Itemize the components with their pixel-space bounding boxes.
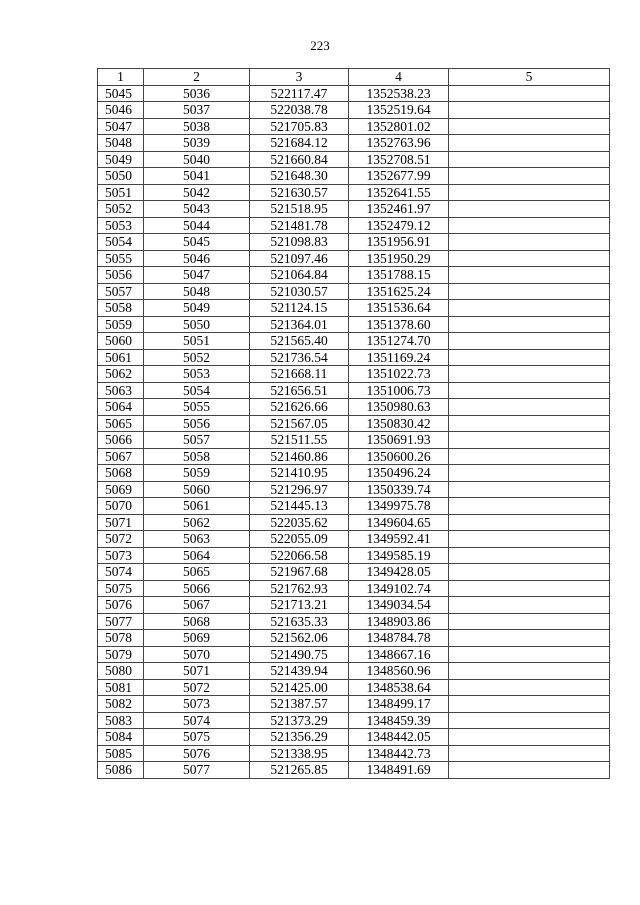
table-row bbox=[98, 316, 610, 333]
table-cell: 1349034.54 bbox=[349, 597, 449, 614]
table-cell: 1352801.02 bbox=[349, 118, 449, 135]
coordinates-table bbox=[97, 68, 610, 779]
table-cell: 1348499.17 bbox=[349, 696, 449, 713]
table-cell: 521490.75 bbox=[250, 646, 349, 663]
table-cell: 521387.57 bbox=[250, 696, 349, 713]
table-row bbox=[98, 630, 610, 647]
table-cell: 5055 bbox=[98, 250, 144, 267]
table-cell: 1351625.24 bbox=[349, 283, 449, 300]
table-row bbox=[98, 349, 610, 366]
table-cell bbox=[449, 316, 610, 333]
table-row bbox=[98, 118, 610, 135]
table-cell: 1348667.16 bbox=[349, 646, 449, 663]
table-cell: 522066.58 bbox=[250, 547, 349, 564]
column-header: 1 bbox=[98, 69, 144, 86]
table-cell bbox=[449, 564, 610, 581]
table-cell: 5075 bbox=[98, 580, 144, 597]
table-cell: 5061 bbox=[144, 498, 250, 515]
table-cell: 5052 bbox=[144, 349, 250, 366]
table-cell: 5044 bbox=[144, 217, 250, 234]
table-row bbox=[98, 745, 610, 762]
table-cell: 5072 bbox=[144, 679, 250, 696]
table-cell bbox=[449, 465, 610, 482]
table-cell: 521562.06 bbox=[250, 630, 349, 647]
table-cell: 521098.83 bbox=[250, 234, 349, 251]
table-cell: 1349585.19 bbox=[349, 547, 449, 564]
table-cell bbox=[449, 366, 610, 383]
table-row bbox=[98, 448, 610, 465]
table-cell: 521439.94 bbox=[250, 663, 349, 680]
table-cell: 5078 bbox=[98, 630, 144, 647]
table-cell: 5086 bbox=[98, 762, 144, 779]
table-cell: 521265.85 bbox=[250, 762, 349, 779]
table-cell: 5053 bbox=[144, 366, 250, 383]
table-cell: 5041 bbox=[144, 168, 250, 185]
table-cell: 5049 bbox=[144, 300, 250, 317]
table-cell: 1352677.99 bbox=[349, 168, 449, 185]
table-cell: 1349975.78 bbox=[349, 498, 449, 515]
table-cell: 521124.15 bbox=[250, 300, 349, 317]
page-number: 223 bbox=[310, 38, 330, 53]
table-cell bbox=[449, 729, 610, 746]
table-cell: 1352708.51 bbox=[349, 151, 449, 168]
table-cell: 1351788.15 bbox=[349, 267, 449, 284]
table-cell: 5066 bbox=[98, 432, 144, 449]
table-cell: 521967.68 bbox=[250, 564, 349, 581]
table-cell: 1351274.70 bbox=[349, 333, 449, 350]
table-row bbox=[98, 85, 610, 102]
table-row bbox=[98, 696, 610, 713]
table-cell: 5085 bbox=[98, 745, 144, 762]
table-cell: 1348903.86 bbox=[349, 613, 449, 630]
table-cell: 521648.30 bbox=[250, 168, 349, 185]
table-cell: 5058 bbox=[144, 448, 250, 465]
table-cell: 5039 bbox=[144, 135, 250, 152]
table-cell: 521356.29 bbox=[250, 729, 349, 746]
table-cell: 5075 bbox=[144, 729, 250, 746]
table-cell: 521410.95 bbox=[250, 465, 349, 482]
table-cell: 1352479.12 bbox=[349, 217, 449, 234]
table-row bbox=[98, 481, 610, 498]
table-cell: 5048 bbox=[144, 283, 250, 300]
table-row bbox=[98, 712, 610, 729]
table-cell: 5067 bbox=[98, 448, 144, 465]
table-cell: 5062 bbox=[144, 514, 250, 531]
table-cell: 5076 bbox=[144, 745, 250, 762]
table-cell: 5050 bbox=[144, 316, 250, 333]
table-cell: 5038 bbox=[144, 118, 250, 135]
table-cell: 521445.13 bbox=[250, 498, 349, 515]
table-cell: 5082 bbox=[98, 696, 144, 713]
table-cell bbox=[449, 267, 610, 284]
table-row bbox=[98, 234, 610, 251]
table-cell: 1350339.74 bbox=[349, 481, 449, 498]
table-cell: 5055 bbox=[144, 399, 250, 416]
table-cell bbox=[449, 547, 610, 564]
table-cell: 1348491.69 bbox=[349, 762, 449, 779]
table-cell: 5074 bbox=[98, 564, 144, 581]
table-cell: 1351536.64 bbox=[349, 300, 449, 317]
table-cell: 5040 bbox=[144, 151, 250, 168]
table-cell bbox=[449, 415, 610, 432]
table-cell: 1348442.05 bbox=[349, 729, 449, 746]
table-cell: 521762.93 bbox=[250, 580, 349, 597]
table-row bbox=[98, 151, 610, 168]
table-cell: 5043 bbox=[144, 201, 250, 218]
table-row bbox=[98, 679, 610, 696]
table-cell: 521064.84 bbox=[250, 267, 349, 284]
table-row bbox=[98, 283, 610, 300]
table-header-row bbox=[98, 69, 610, 86]
table-cell: 5057 bbox=[98, 283, 144, 300]
table-cell: 521030.57 bbox=[250, 283, 349, 300]
table-cell: 1352519.64 bbox=[349, 102, 449, 119]
table-row bbox=[98, 415, 610, 432]
table-cell: 1350600.26 bbox=[349, 448, 449, 465]
table-cell: 1350980.63 bbox=[349, 399, 449, 416]
table-cell: 1350496.24 bbox=[349, 465, 449, 482]
table-cell: 521481.78 bbox=[250, 217, 349, 234]
table-cell bbox=[449, 333, 610, 350]
table-cell bbox=[449, 300, 610, 317]
table-cell bbox=[449, 102, 610, 119]
table-cell: 5074 bbox=[144, 712, 250, 729]
table-cell: 1351022.73 bbox=[349, 366, 449, 383]
table-row bbox=[98, 333, 610, 350]
table-cell: 521656.51 bbox=[250, 382, 349, 399]
table-cell: 1350830.42 bbox=[349, 415, 449, 432]
table-cell: 5081 bbox=[98, 679, 144, 696]
table-cell: 521668.11 bbox=[250, 366, 349, 383]
table-cell: 5060 bbox=[144, 481, 250, 498]
table-cell bbox=[449, 217, 610, 234]
table-cell: 1352763.96 bbox=[349, 135, 449, 152]
table-cell bbox=[449, 283, 610, 300]
table-cell: 521565.40 bbox=[250, 333, 349, 350]
table-cell: 5071 bbox=[144, 663, 250, 680]
table-cell: 1349428.05 bbox=[349, 564, 449, 581]
table-row bbox=[98, 663, 610, 680]
table-cell bbox=[449, 135, 610, 152]
table-cell: 5066 bbox=[144, 580, 250, 597]
table-cell: 5051 bbox=[98, 184, 144, 201]
table-cell: 5068 bbox=[144, 613, 250, 630]
table-row bbox=[98, 102, 610, 119]
table-row bbox=[98, 465, 610, 482]
table-cell bbox=[449, 696, 610, 713]
table-cell bbox=[449, 762, 610, 779]
table-row bbox=[98, 250, 610, 267]
table-cell: 1349604.65 bbox=[349, 514, 449, 531]
table-cell: 521713.21 bbox=[250, 597, 349, 614]
table-cell: 5063 bbox=[144, 531, 250, 548]
table-cell: 1352641.55 bbox=[349, 184, 449, 201]
table-row bbox=[98, 217, 610, 234]
table-cell bbox=[449, 712, 610, 729]
table-cell: 522035.62 bbox=[250, 514, 349, 531]
table-cell: 1351956.91 bbox=[349, 234, 449, 251]
table-cell: 5042 bbox=[144, 184, 250, 201]
table-cell: 5036 bbox=[144, 85, 250, 102]
table-cell: 5052 bbox=[98, 201, 144, 218]
table-cell bbox=[449, 448, 610, 465]
column-header: 4 bbox=[349, 69, 449, 86]
table-cell bbox=[449, 663, 610, 680]
table-cell: 521364.01 bbox=[250, 316, 349, 333]
table-row bbox=[98, 432, 610, 449]
table-cell: 5077 bbox=[144, 762, 250, 779]
table-cell: 5071 bbox=[98, 514, 144, 531]
table-row bbox=[98, 399, 610, 416]
table-cell: 5054 bbox=[98, 234, 144, 251]
table-cell: 5045 bbox=[98, 85, 144, 102]
table-cell: 5079 bbox=[98, 646, 144, 663]
table-cell: 5054 bbox=[144, 382, 250, 399]
table-cell bbox=[449, 250, 610, 267]
table-cell: 521425.00 bbox=[250, 679, 349, 696]
table-cell: 5047 bbox=[98, 118, 144, 135]
table-cell: 5072 bbox=[98, 531, 144, 548]
table-cell: 5049 bbox=[98, 151, 144, 168]
table-cell bbox=[449, 432, 610, 449]
table-cell bbox=[449, 481, 610, 498]
table-cell bbox=[449, 349, 610, 366]
table-cell: 5065 bbox=[144, 564, 250, 581]
table-cell: 521630.57 bbox=[250, 184, 349, 201]
table-cell: 522055.09 bbox=[250, 531, 349, 548]
table-cell: 1348442.73 bbox=[349, 745, 449, 762]
table-cell: 521511.55 bbox=[250, 432, 349, 449]
table-row bbox=[98, 564, 610, 581]
table-cell: 5051 bbox=[144, 333, 250, 350]
table-cell: 1348538.64 bbox=[349, 679, 449, 696]
table-cell bbox=[449, 382, 610, 399]
table-cell: 521684.12 bbox=[250, 135, 349, 152]
table-cell: 5073 bbox=[98, 547, 144, 564]
table-row bbox=[98, 168, 610, 185]
table-cell: 5069 bbox=[144, 630, 250, 647]
table-cell: 1351169.24 bbox=[349, 349, 449, 366]
table-cell: 521635.33 bbox=[250, 613, 349, 630]
table-cell bbox=[449, 184, 610, 201]
table-cell: 521373.29 bbox=[250, 712, 349, 729]
table-cell bbox=[449, 613, 610, 630]
table-row bbox=[98, 514, 610, 531]
table-cell: 5056 bbox=[144, 415, 250, 432]
table-cell: 1351950.29 bbox=[349, 250, 449, 267]
table-cell: 1352538.23 bbox=[349, 85, 449, 102]
table-cell: 5061 bbox=[98, 349, 144, 366]
table-cell: 521705.83 bbox=[250, 118, 349, 135]
table-cell bbox=[449, 85, 610, 102]
column-header: 2 bbox=[144, 69, 250, 86]
table-cell: 1348560.96 bbox=[349, 663, 449, 680]
table-cell: 5070 bbox=[144, 646, 250, 663]
table-row bbox=[98, 366, 610, 383]
table-cell: 5058 bbox=[98, 300, 144, 317]
table-cell: 5067 bbox=[144, 597, 250, 614]
table-cell: 5076 bbox=[98, 597, 144, 614]
table-row bbox=[98, 498, 610, 515]
table-cell: 5062 bbox=[98, 366, 144, 383]
table-cell bbox=[449, 118, 610, 135]
table-row bbox=[98, 646, 610, 663]
table-cell: 1348784.78 bbox=[349, 630, 449, 647]
table-cell bbox=[449, 646, 610, 663]
table-row bbox=[98, 613, 610, 630]
table-row bbox=[98, 762, 610, 779]
table-cell: 5063 bbox=[98, 382, 144, 399]
table-cell: 1348459.39 bbox=[349, 712, 449, 729]
table-cell: 5064 bbox=[144, 547, 250, 564]
table-cell: 5064 bbox=[98, 399, 144, 416]
table-cell: 5069 bbox=[98, 481, 144, 498]
table-cell: 5048 bbox=[98, 135, 144, 152]
table-cell: 521660.84 bbox=[250, 151, 349, 168]
table-cell: 5045 bbox=[144, 234, 250, 251]
table-cell bbox=[449, 399, 610, 416]
table-cell bbox=[449, 745, 610, 762]
table-cell: 5083 bbox=[98, 712, 144, 729]
table-row bbox=[98, 382, 610, 399]
table-cell: 5084 bbox=[98, 729, 144, 746]
table-cell: 5077 bbox=[98, 613, 144, 630]
table-row bbox=[98, 300, 610, 317]
table-cell: 521338.95 bbox=[250, 745, 349, 762]
table-cell bbox=[449, 531, 610, 548]
table-row bbox=[98, 135, 610, 152]
table-cell: 5065 bbox=[98, 415, 144, 432]
table-cell: 1349102.74 bbox=[349, 580, 449, 597]
table-cell: 5059 bbox=[98, 316, 144, 333]
table-row bbox=[98, 597, 610, 614]
table-cell: 5080 bbox=[98, 663, 144, 680]
table-cell: 521736.54 bbox=[250, 349, 349, 366]
table-row bbox=[98, 547, 610, 564]
table-row bbox=[98, 729, 610, 746]
table-cell: 5070 bbox=[98, 498, 144, 515]
table-cell bbox=[449, 679, 610, 696]
table-cell bbox=[449, 580, 610, 597]
table-cell: 521296.97 bbox=[250, 481, 349, 498]
table-cell bbox=[449, 234, 610, 251]
table-row bbox=[98, 580, 610, 597]
table-cell bbox=[449, 630, 610, 647]
table-body bbox=[98, 85, 610, 778]
table-cell: 5059 bbox=[144, 465, 250, 482]
table-cell bbox=[449, 201, 610, 218]
table-row bbox=[98, 201, 610, 218]
table-cell: 5037 bbox=[144, 102, 250, 119]
table-cell bbox=[449, 498, 610, 515]
table-row bbox=[98, 531, 610, 548]
column-header: 3 bbox=[250, 69, 349, 86]
table-cell: 521567.05 bbox=[250, 415, 349, 432]
table-cell: 5068 bbox=[98, 465, 144, 482]
table-cell: 1350691.93 bbox=[349, 432, 449, 449]
table-row bbox=[98, 184, 610, 201]
table-cell: 521460.86 bbox=[250, 448, 349, 465]
table-cell: 1352461.97 bbox=[349, 201, 449, 218]
table-cell: 5047 bbox=[144, 267, 250, 284]
table-cell bbox=[449, 151, 610, 168]
table-cell: 522038.78 bbox=[250, 102, 349, 119]
table-cell: 5073 bbox=[144, 696, 250, 713]
table-cell: 521626.66 bbox=[250, 399, 349, 416]
table-cell: 5046 bbox=[98, 102, 144, 119]
table-row bbox=[98, 267, 610, 284]
table-cell: 5057 bbox=[144, 432, 250, 449]
table-cell: 5050 bbox=[98, 168, 144, 185]
table-cell: 5046 bbox=[144, 250, 250, 267]
table-cell: 1351006.73 bbox=[349, 382, 449, 399]
table-cell: 1351378.60 bbox=[349, 316, 449, 333]
table-cell: 521518.95 bbox=[250, 201, 349, 218]
table-cell: 522117.47 bbox=[250, 85, 349, 102]
table-cell: 5053 bbox=[98, 217, 144, 234]
column-header: 5 bbox=[449, 69, 610, 86]
table-cell: 521097.46 bbox=[250, 250, 349, 267]
table-cell bbox=[449, 168, 610, 185]
table-cell bbox=[449, 514, 610, 531]
table-cell bbox=[449, 597, 610, 614]
table-cell: 1349592.41 bbox=[349, 531, 449, 548]
table-cell: 5056 bbox=[98, 267, 144, 284]
table-cell: 5060 bbox=[98, 333, 144, 350]
